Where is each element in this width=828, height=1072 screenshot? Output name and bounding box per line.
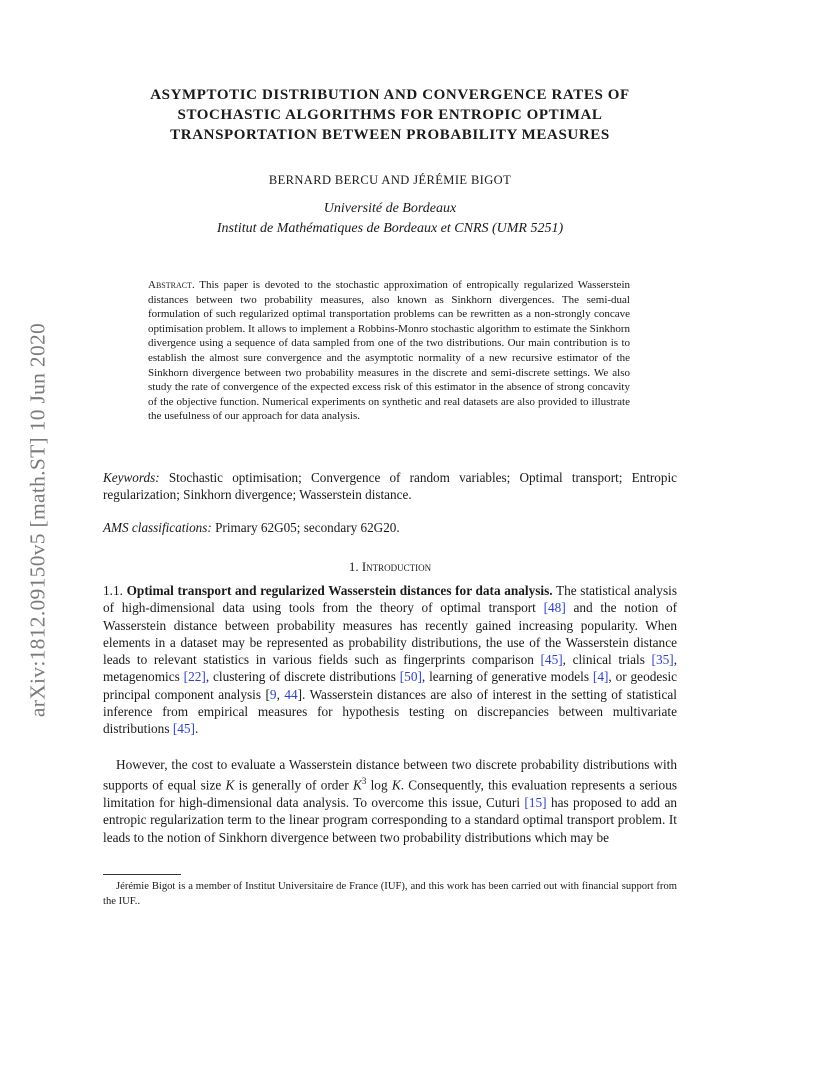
citation-link[interactable]: [22] xyxy=(183,669,206,685)
footnote: Jérémie Bigot is a member of Institut Universitaire de France (IUF), and this work has been carried out with financial support from the IUF.. xyxy=(103,881,677,907)
section-heading xyxy=(103,559,677,575)
citation-link[interactable]: [35] xyxy=(651,652,674,668)
math-exponent: 3 xyxy=(361,776,367,787)
math-symbol: K xyxy=(353,777,362,793)
paragraph-1 xyxy=(103,582,677,738)
keywords-label: Keywords: xyxy=(103,470,160,485)
text-run: , learning of generative models xyxy=(421,669,590,685)
authors: BERNARD BERCU AND JÉRÉMIE BIGOT xyxy=(268,173,512,187)
citation-link[interactable]: [50] xyxy=(399,669,422,685)
paragraph-2 xyxy=(103,756,677,846)
text-run: is generally of order xyxy=(238,777,349,793)
subsection-number: 1.1. xyxy=(103,583,123,598)
ams-text: Primary 62G05; secondary 62G20. xyxy=(215,520,400,535)
text-run: The statistical analysis of high-dimensional data using tools from the theory of optimal transport xyxy=(103,583,677,616)
affiliation-line: Institut de Mathématiques de Bordeaux et CNRS (UMR 5251) xyxy=(216,221,564,236)
text-run: . xyxy=(194,721,199,737)
text-run: and the notion of Wasserstein distance between probability measures has recently gained increasing popularity. When elements in a dataset may be represented as probability distributions, the use of the Wasserstein distance leads to relevant statistics in various fields such as fingerprints comparison xyxy=(103,600,678,668)
citation-link[interactable]: [45] xyxy=(540,652,563,668)
text-run: However, the cost to evaluate a Wasserstein distance between two discrete probability distributions with supports of equal size xyxy=(103,757,677,793)
title-line: STOCHASTIC ALGORITHMS FOR ENTROPIC OPTIMAL xyxy=(177,107,603,123)
abstract xyxy=(148,278,630,424)
citation-link[interactable]: [45] xyxy=(172,721,195,737)
text-run: , clustering of discrete distributions xyxy=(205,669,396,685)
paper-title xyxy=(105,85,675,145)
text-run: , metagenomics xyxy=(103,652,678,685)
text-run: , xyxy=(276,686,285,702)
math-log: log xyxy=(370,777,388,793)
affiliation xyxy=(105,199,675,239)
citation-link[interactable]: 44 xyxy=(284,686,298,702)
keywords-text: Stochastic optimisation; Convergence of random variables; Optimal transport; Entropic regularization; Sinkhorn divergence; Wasserstein distance. xyxy=(103,470,678,502)
text-run: has proposed to add an entropic regularization term to the linear program corresponding to a standard optimal transport problem. It leads to the notion of Sinkhorn divergence between two probability distributions which may be xyxy=(103,795,677,845)
ams-label: AMS classifications: xyxy=(103,520,212,535)
text-run: ]. Wasserstein distances are also of interest in the setting of statistical inference from empirical measures for hypothesis testing on discrepancies between multivariate distributions xyxy=(103,686,677,737)
section-title: Introduction xyxy=(361,559,432,574)
title-line: ASYMPTOTIC DISTRIBUTION AND CONVERGENCE RATES OF xyxy=(150,87,630,103)
citation-link[interactable]: [4] xyxy=(592,669,609,685)
math-symbol: K xyxy=(391,777,401,793)
section-number: 1. xyxy=(348,559,359,574)
affiliation-line: Université de Bordeaux xyxy=(323,201,457,216)
citation-link[interactable]: [48] xyxy=(543,600,566,616)
keywords xyxy=(103,469,677,503)
ams-classifications xyxy=(103,519,677,536)
subsection-title: Optimal transport and regularized Wasserstein distances for data analysis. xyxy=(126,583,553,598)
arxiv-identifier: arXiv:1812.09150v5 [math.ST] 10 Jun 2020 xyxy=(25,322,50,718)
abstract-text: This paper is devoted to the stochastic approximation of entropically regularized Wasserstein distances between two probability measures, also known as Sinkhorn divergences. The semi-dual formulation of such regularized optimal transportation problems can be rewritten as a non-strongly concave optimisation problem. It allows to implement a Robbins-Monro stochastic algorithm to estimate the Sinkhorn divergence using a sequence of data sampled from one of the two distributions. Our main contribution is to establish the almost sure convergence and the asymptotic normality of a new recursive estimator of the Sinkhorn divergence between two probability measures in the discrete and semi-discrete settings. We also study the rate of convergence of the expected excess risk of this estimator in the absence of strong concavity of the objective function. Numerical experiments on synthetic and real datasets are also provided to illustrate the usefulness of our approach for data analysis. xyxy=(148,279,630,423)
math-symbol: K xyxy=(225,777,235,793)
title-line: TRANSPORTATION BETWEEN PROBABILITY MEASURES xyxy=(170,127,610,143)
text-run: . Consequently, this evaluation represents a serious limitation for high-dimensional data analysis. To overcome this issue, Cuturi xyxy=(103,777,678,811)
text-run: , or geodesic principal component analysis [ xyxy=(103,669,678,702)
text-run: , clinical trials xyxy=(562,652,645,668)
citation-link[interactable]: [15] xyxy=(524,795,547,811)
citation-link[interactable]: 9 xyxy=(269,686,277,702)
abstract-label: Abstract. xyxy=(148,279,195,291)
footnote-rule xyxy=(103,874,181,875)
